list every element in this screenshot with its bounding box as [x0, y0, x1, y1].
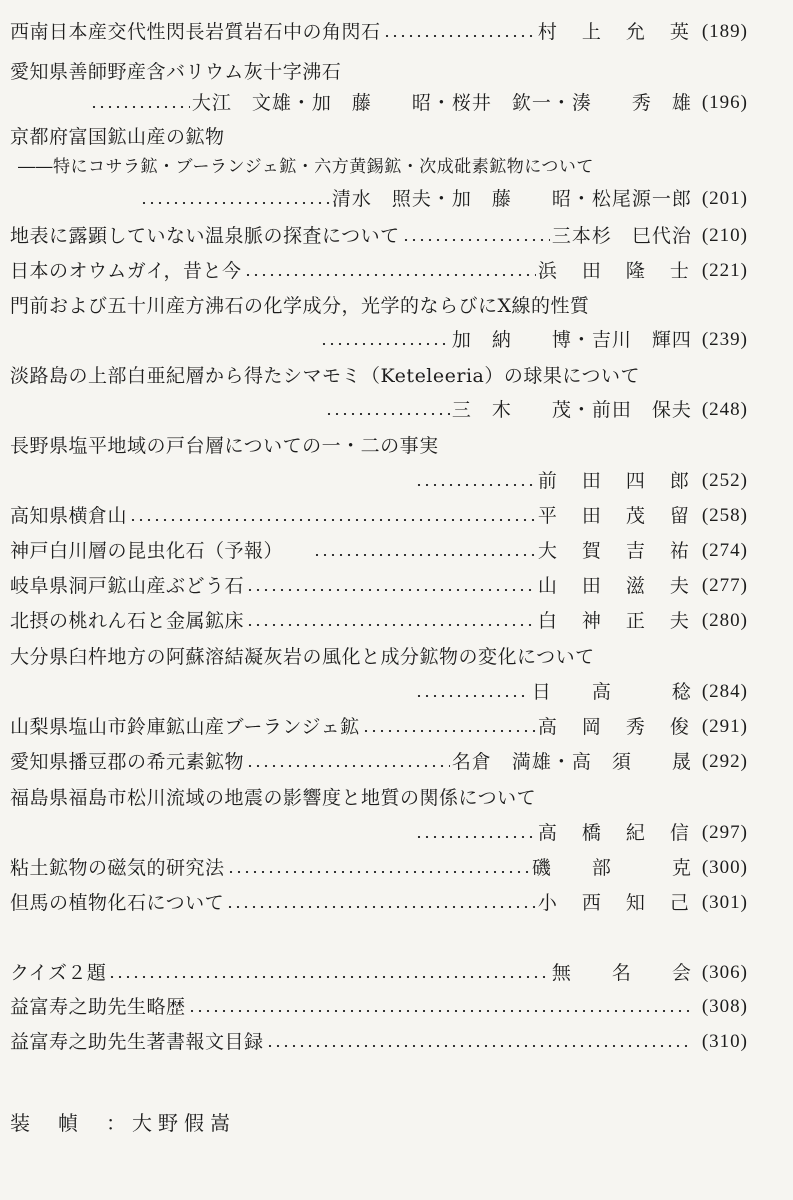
leader-dots: [90, 106, 190, 108]
toc-entry: [10, 501, 748, 531]
entry-page: (284): [701, 681, 748, 702]
entry-page: (308): [701, 996, 748, 1017]
entry-author: 高 橋 紀 信: [537, 822, 692, 844]
entry-page: (189): [701, 21, 748, 42]
entry-title: 但馬の植物化石について: [10, 892, 225, 914]
entry-title: クイズ２題: [10, 962, 107, 984]
entry-page: (292): [701, 751, 748, 772]
entry-author: 加 納 博・吉川 輝四: [451, 329, 692, 351]
toc-entry: [10, 221, 748, 251]
leader-dots: [246, 589, 536, 591]
entry-page: (301): [701, 892, 748, 913]
toc-entry-title-line: [10, 291, 748, 321]
toc-entry-subtitle-line: [10, 152, 748, 182]
toc-entry: [10, 853, 748, 883]
toc-entry: [10, 536, 748, 566]
leader-dots: [402, 239, 550, 241]
leader-dots: [246, 765, 450, 767]
entry-page: (258): [701, 505, 748, 526]
leader-dots: [129, 519, 536, 521]
toc-entry-title-line: [10, 431, 748, 461]
toc-entry-title-line: [10, 122, 748, 152]
entry-title: 門前および五十川産方沸石の化学成分，光学的ならびにX線的性質: [10, 295, 590, 317]
toc-entry-title-line: [10, 57, 748, 87]
leader-dots: [188, 1010, 690, 1012]
leader-dots: [108, 976, 549, 978]
toc-entry-author-line: [10, 818, 748, 848]
leader-dots: [140, 202, 330, 204]
entry-title: 山梨県塩山市鈴庫鉱山産ブーランジェ鉱: [10, 716, 360, 738]
entry-page: (196): [701, 92, 748, 113]
leader-dots: [320, 343, 450, 345]
entry-author: 山 田 滋 夫: [537, 575, 692, 597]
entry-author: 白 神 正 夫: [537, 610, 692, 632]
entry-page: (210): [701, 225, 748, 246]
leader-dots: [266, 1045, 690, 1047]
leader-dots: [415, 484, 536, 486]
entry-title: 愛知県善師野産含バリウム灰十字沸石: [10, 61, 342, 83]
leader-dots: [415, 695, 530, 697]
entry-author: 大 賀 吉 祐: [537, 540, 692, 562]
toc-entry: [10, 712, 748, 742]
entry-author: 無 名 会: [551, 962, 692, 984]
entry-page: (277): [701, 575, 748, 596]
entry-page: (274): [701, 540, 748, 561]
entry-author: 名倉 満雄・高 須 晟: [451, 751, 692, 773]
toc-entry-author-line: [10, 466, 748, 496]
toc-entry-title-line: [10, 783, 748, 813]
leader-dots: [415, 836, 536, 838]
entry-title: 粘土鉱物の磁気的研究法: [10, 857, 225, 879]
entry-page: (280): [701, 610, 748, 631]
entry-title: 西南日本産交代性閃長岩質岩石中の角閃石: [10, 21, 381, 43]
leader-dots: [383, 35, 536, 37]
entry-title: 岐阜県洞戸鉱山産ぶどう石: [10, 575, 245, 597]
entry-author: 浜 田 隆 士: [537, 260, 692, 282]
entry-title: 益富寿之助先生著書報文目録: [10, 1031, 264, 1053]
entry-author: 平 田 茂 留: [537, 505, 692, 527]
entry-title: 長野県塩平地域の戸台層についての一・二の事実: [10, 435, 439, 457]
toc-entry: [10, 992, 748, 1022]
entry-title: 大分県臼杵地方の阿蘇溶結凝灰岩の風化と成分鉱物の変化について: [10, 646, 595, 668]
entry-title: 地表に露顕していない温泉脈の探査について: [10, 225, 400, 247]
entry-page: (300): [701, 857, 748, 878]
entry-title: 高知県横倉山: [10, 505, 128, 527]
entry-page: (310): [701, 1031, 748, 1052]
design-separator: ：: [106, 1111, 132, 1135]
entry-author: 前 田 四 郎: [537, 470, 692, 492]
entry-author: 磯 部 克: [531, 857, 692, 879]
designer-name: 大野假嵩: [132, 1111, 236, 1135]
toc-entry-author-line: [10, 325, 748, 355]
entry-page: (252): [701, 470, 748, 491]
toc-entry-author-line: [10, 677, 748, 707]
entry-title: 京都府富国鉱山産の鉱物: [10, 126, 225, 148]
entry-title: 日本のオウムガイ，昔と今: [10, 260, 242, 282]
leader-dots: [244, 274, 536, 276]
entry-title: 神戸白川層の昆虫化石（予報）: [10, 540, 284, 562]
toc-entry: [10, 1027, 748, 1057]
toc-entry-author-line: [10, 184, 748, 214]
leader-dots: [246, 624, 536, 626]
entry-author: 清水 照夫・加 藤 昭・松尾源一郎: [331, 188, 692, 210]
toc-entry: [10, 256, 748, 286]
entry-page: (239): [701, 329, 748, 350]
leader-dots: [226, 906, 536, 908]
leader-dots: [227, 871, 530, 873]
entry-subtitle: ――特にコサラ鉱・ブーランジェ鉱・六方黄錫鉱・次成砒素鉱物について: [18, 157, 594, 177]
entry-page: (248): [701, 399, 748, 420]
leader-dots: [325, 413, 450, 415]
toc-entry: [10, 17, 748, 47]
entry-author: 三 木 茂・前田 保夫: [451, 399, 692, 421]
toc-entry: [10, 747, 748, 777]
toc-entry-title-line: [10, 642, 748, 672]
entry-author: 三本杉 巳代治: [551, 225, 692, 247]
toc-entry: [10, 571, 748, 601]
entry-page: (291): [701, 716, 748, 737]
entry-page: (297): [701, 822, 748, 843]
entry-page: (221): [701, 260, 748, 281]
book-design-credit: [10, 1107, 236, 1136]
toc-entry-title-line: [10, 361, 748, 391]
entry-title: 淡路島の上部白亜紀層から得たシマモミ（Keteleeria）の球果について: [10, 365, 640, 387]
entry-author: 高 岡 秀 俊: [537, 716, 692, 738]
entry-title: 益富寿之助先生略歴: [10, 996, 186, 1018]
entry-author: 村 上 允 英: [537, 21, 692, 43]
entry-title: 北摂の桃れん石と金属鉱床: [10, 610, 245, 632]
entry-title: 福島県福島市松川流域の地震の影響度と地質の関係について: [10, 787, 537, 809]
toc-entry-author-line: [10, 395, 748, 425]
entry-author: 大江 文雄・加 藤 昭・桜井 欽一・湊 秀 雄: [191, 92, 692, 114]
leader-dots: [362, 730, 536, 732]
entry-author: 小 西 知 己: [537, 892, 692, 914]
entry-page: (306): [701, 962, 748, 983]
design-label: 装幀: [10, 1111, 106, 1135]
toc-entry-author-line: [10, 88, 748, 118]
entry-author: 日 高 稔: [531, 681, 692, 703]
leader-dots: [313, 554, 536, 556]
entry-page: (201): [701, 188, 748, 209]
toc-entry: [10, 888, 748, 918]
toc-entry: [10, 606, 748, 636]
entry-title: 愛知県播豆郡の希元素鉱物: [10, 751, 245, 773]
toc-entry: [10, 958, 748, 988]
